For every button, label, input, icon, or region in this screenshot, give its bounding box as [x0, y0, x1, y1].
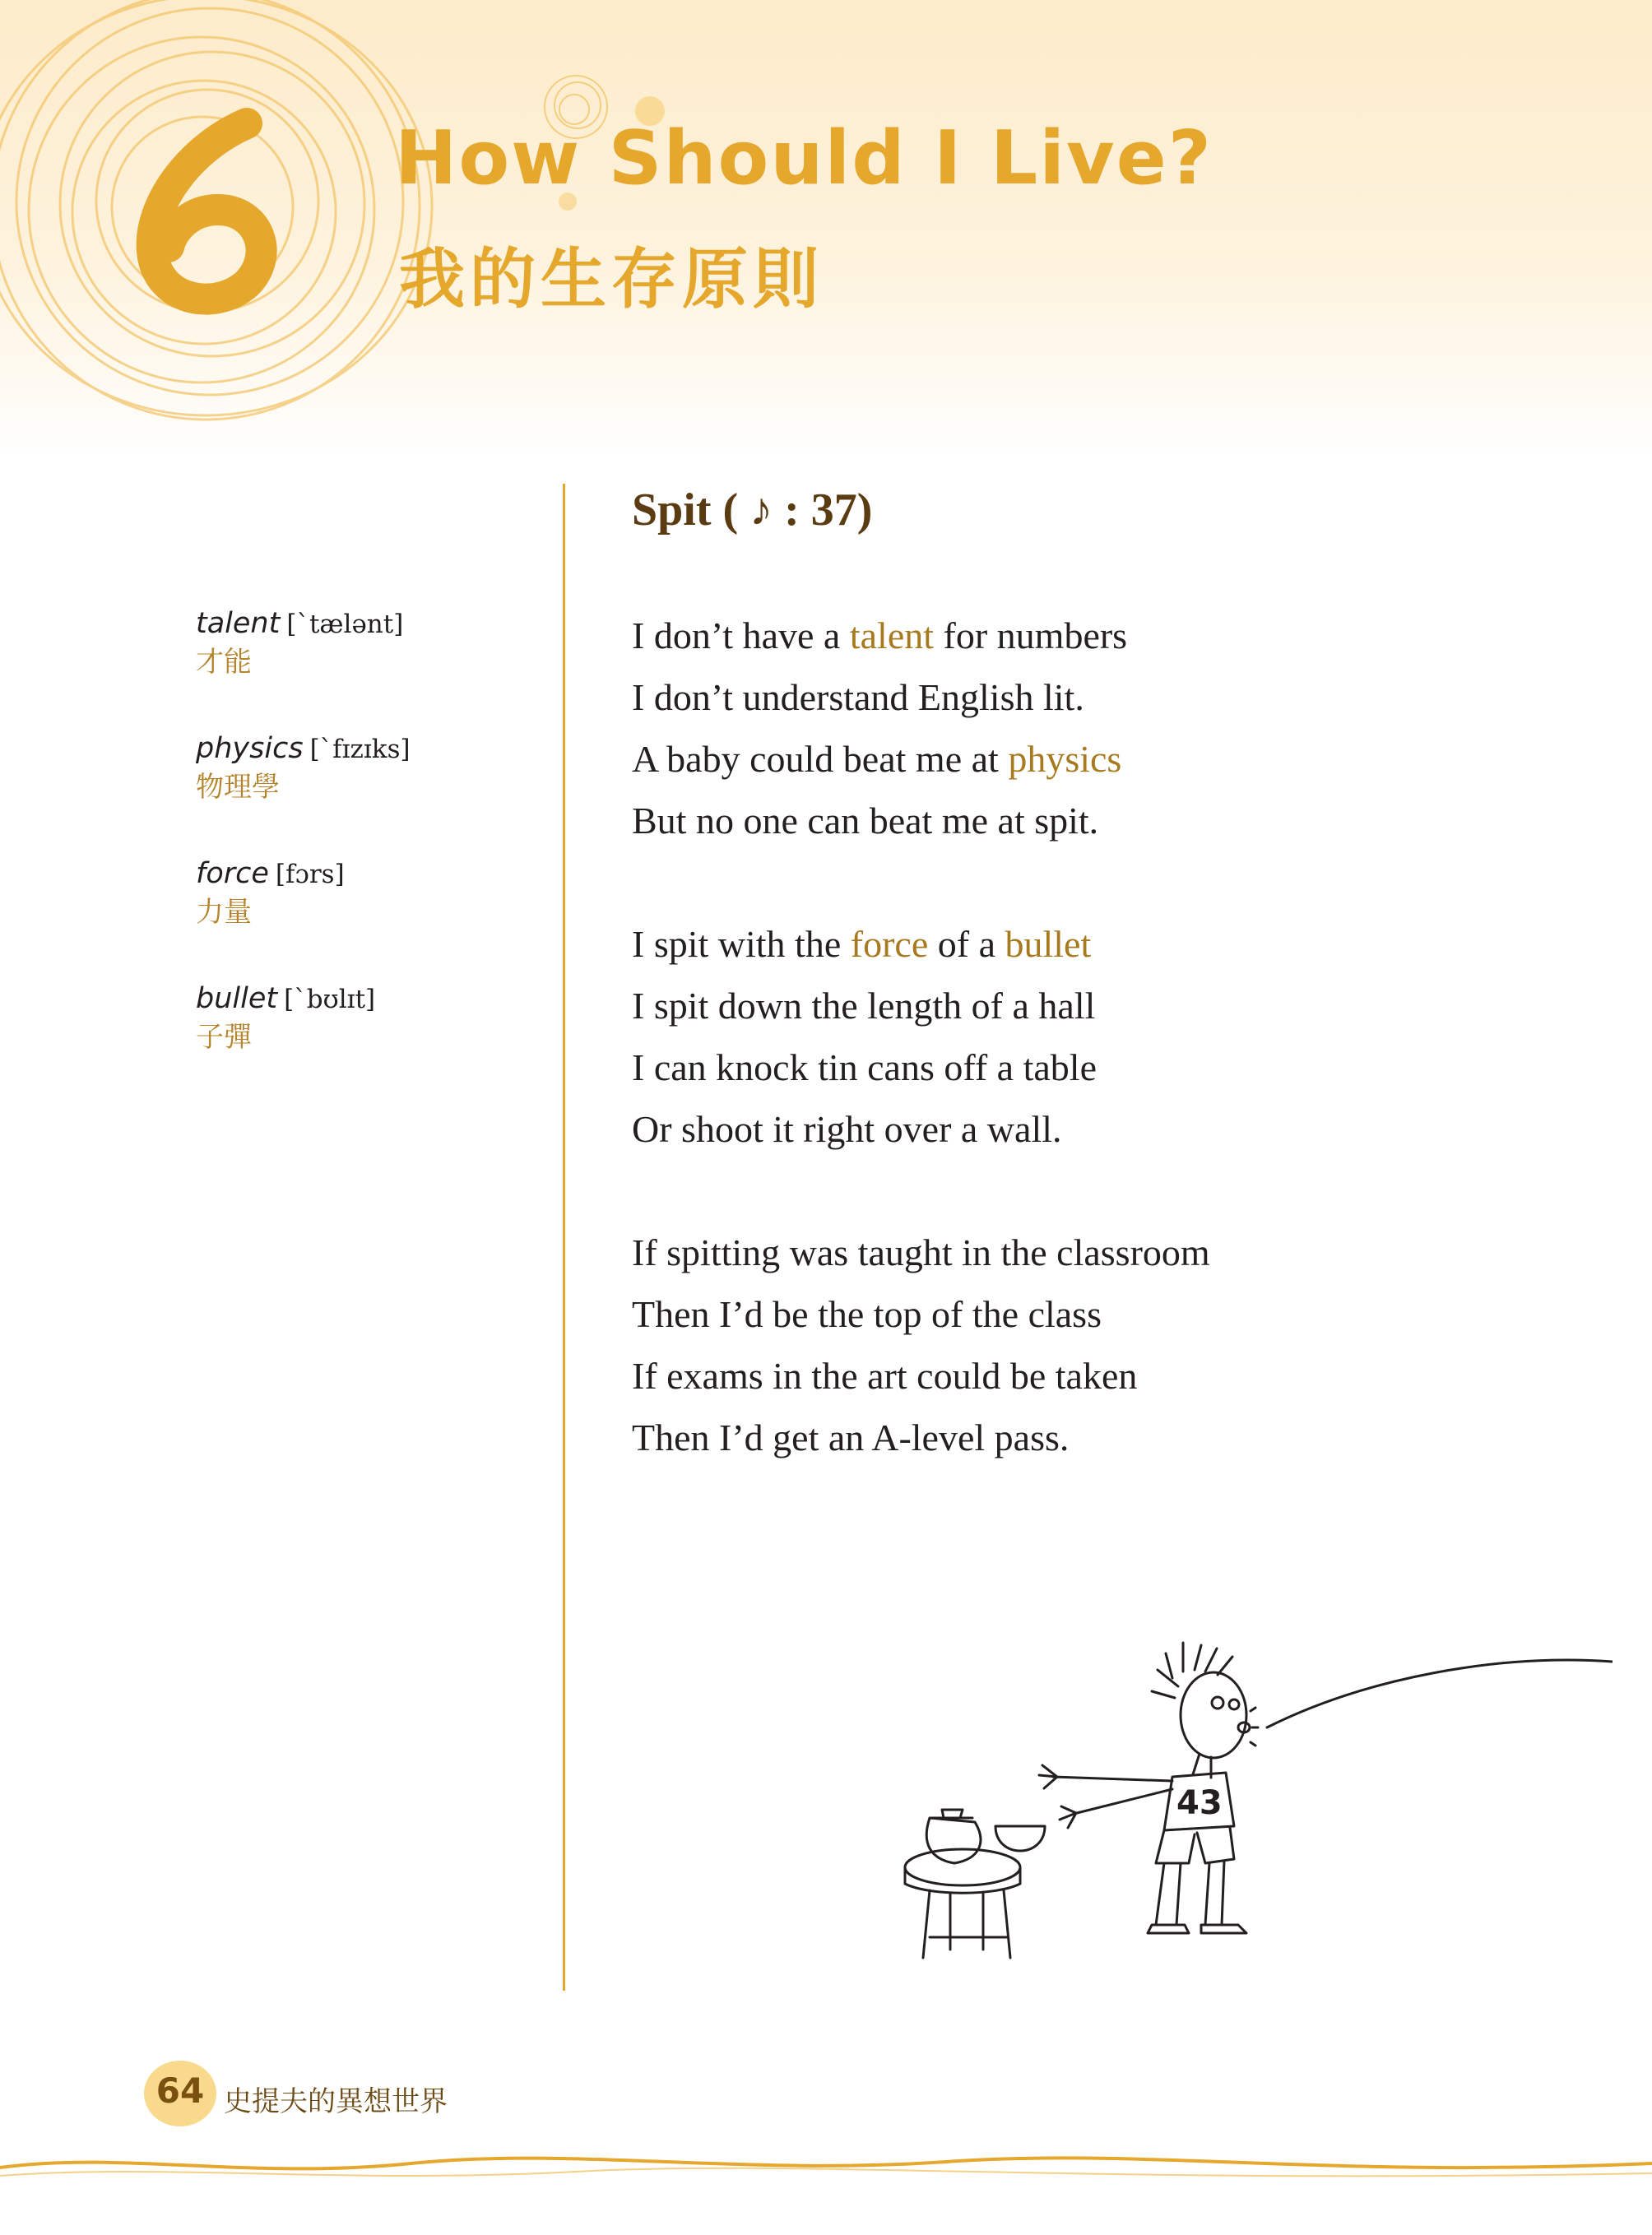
poem-line: Then I’d be the top of the class — [632, 1293, 1102, 1335]
vocab-phonetic: [ˋtælənt] — [286, 610, 404, 639]
vocab-word: physics — [196, 732, 304, 765]
vocab-phonetic: [ˋbʊlɪt] — [284, 985, 376, 1014]
vocab-meaning: 子彈 — [196, 1021, 252, 1054]
vocab-phonetic: [fɔrs] — [275, 860, 345, 889]
vocab-meaning: 才能 — [196, 646, 252, 679]
poem-line: I don’t have a talent for numbers — [632, 614, 1128, 656]
poem-line: I can knock tin cans off a table — [632, 1046, 1097, 1088]
poem-title: Spit ( ♪ : 37) — [632, 485, 873, 536]
page-number: 64 — [155, 2070, 205, 2111]
poem-line: A baby could beat me at physics — [632, 738, 1122, 780]
vocab-highlight: bullet — [1005, 923, 1092, 965]
chapter-title-chinese: 我的生存原則 — [399, 241, 824, 318]
vocab-item — [196, 730, 541, 807]
poem-line: I spit down the length of a hall — [632, 985, 1096, 1027]
poem-line: But no one can beat me at spit. — [632, 800, 1099, 842]
vocab-item — [196, 855, 541, 932]
vocab-phonetic: [ˋfɪzɪks] — [309, 735, 411, 764]
decorative-scribble-circles — [0, 0, 740, 444]
poem-stanza — [632, 913, 1578, 1160]
poem-line: Or shoot it right over a wall. — [632, 1108, 1062, 1150]
vocab-meaning: 物理學 — [196, 771, 280, 804]
vocab-highlight: physics — [1008, 738, 1122, 780]
poem-body — [632, 605, 1578, 1530]
vocab-word: talent — [196, 607, 281, 640]
book-title: 史提夫的異想世界 — [224, 2085, 448, 2118]
poem-line: Then I’d get an A-level pass. — [632, 1417, 1070, 1458]
page-number-badge — [144, 2061, 218, 2126]
vocabulary-sidebar — [196, 605, 541, 1105]
chapter-number-six — [123, 107, 296, 321]
poem-line: If exams in the art could be taken — [632, 1355, 1138, 1397]
poem-line: I don’t understand English lit. — [632, 676, 1084, 718]
vocab-word: bullet — [196, 982, 278, 1015]
poem-line: I spit with the force of a bullet — [632, 923, 1092, 965]
vocab-item — [196, 605, 541, 682]
vocab-highlight: talent — [849, 614, 935, 656]
vocab-highlight: force — [850, 923, 929, 965]
poem-stanza — [632, 605, 1578, 851]
vocab-item — [196, 980, 541, 1057]
poem-stanza — [632, 1222, 1578, 1468]
chapter-title-english: How Should I Live? — [395, 115, 1213, 202]
decorative-footer-line — [0, 2139, 1652, 2188]
bib-number: 43 — [1176, 1784, 1223, 1822]
vocab-meaning: 力量 — [196, 896, 252, 929]
column-divider — [563, 484, 565, 1991]
spitting-boy-illustration — [872, 1612, 1613, 1974]
poem-line: If spitting was taught in the classroom — [632, 1231, 1210, 1273]
vocab-word: force — [196, 857, 269, 890]
